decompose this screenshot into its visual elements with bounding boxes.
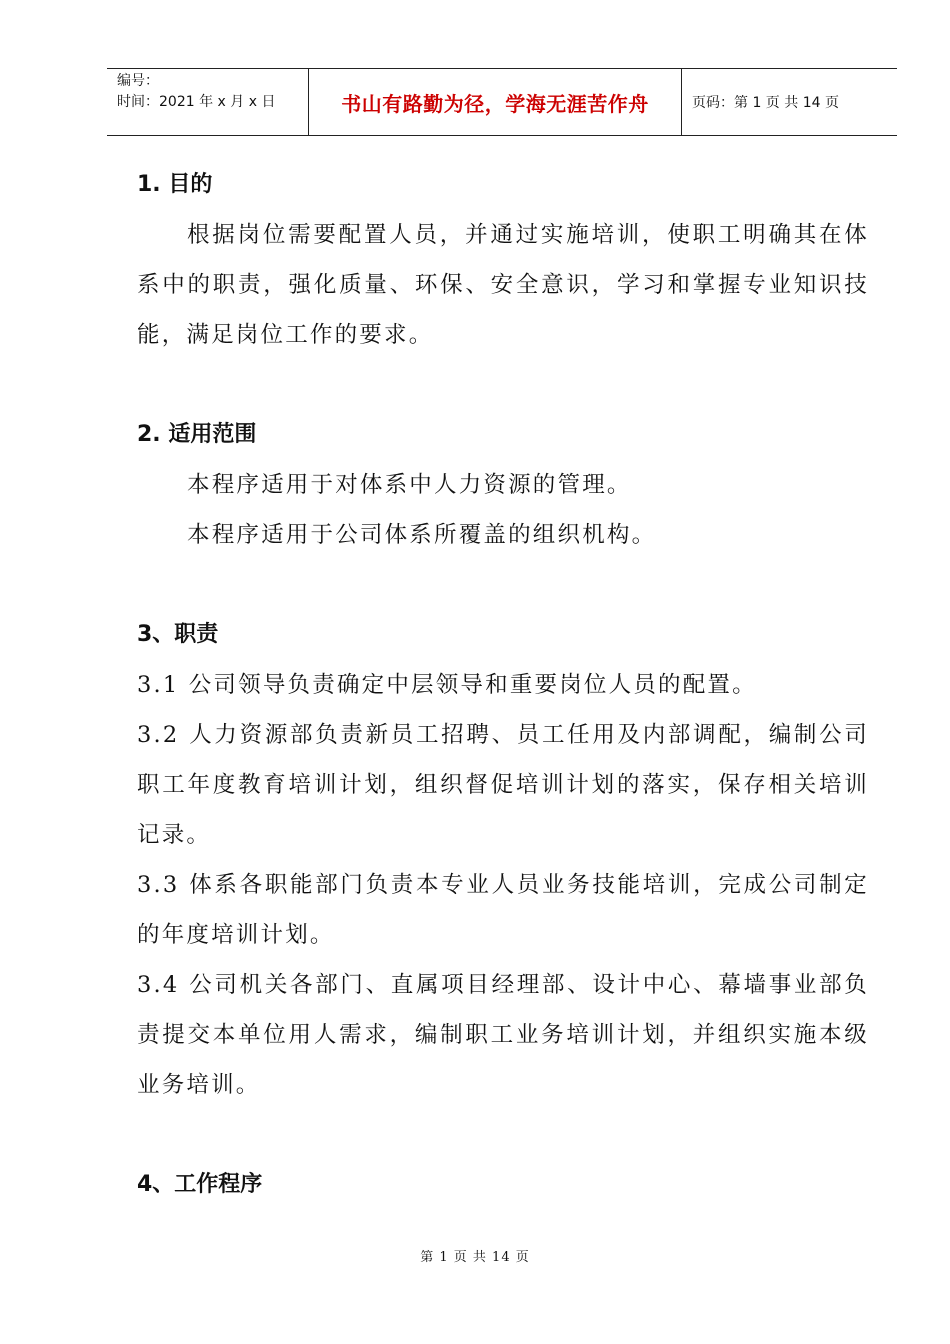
section-gap xyxy=(137,1110,869,1160)
section-3-item-1: 3.1 公司领导负责确定中层领导和重要岗位人员的配置。 xyxy=(137,672,757,698)
section-3-title: 3、职责 xyxy=(137,622,219,647)
document-date: 时间：2021 年 x 月 x 日 xyxy=(117,94,276,110)
header-page-info: 页码：第 1 页 共 14 页 xyxy=(692,95,839,111)
section-3-item-2: 3.2 人力资源部负责新员工招聘、员工任用及内部调配，编制公司职工年度教育培训计划，组织督促培训计划的落实，保存相关培训记录。 xyxy=(137,722,869,848)
section-1-paragraph: 根据岗位需要配置人员，并通过实施培训，使职工明确其在体系中的职责，强化质量、环保、安全意识，学习和掌握专业知识技能，满足岗位工作的要求。 xyxy=(137,222,869,348)
header-motto-cell xyxy=(309,69,682,135)
header-motto: 书山有路勤为径，学海无涯苦作舟 xyxy=(341,91,649,116)
page-footer: 第 1 页 共 14 页 xyxy=(420,1250,530,1265)
section-1-title: 1. 目的 xyxy=(137,172,213,197)
section-gap xyxy=(137,560,869,610)
section-2-paragraph-2: 本程序适用于公司体系所覆盖的组织机构。 xyxy=(187,522,657,548)
header-meta-cell xyxy=(107,69,309,135)
header-page-cell xyxy=(682,69,897,135)
document-header xyxy=(107,68,897,136)
section-2-title: 2. 适用范围 xyxy=(137,422,257,447)
section-4-title: 4、工作程序 xyxy=(137,1172,263,1197)
section-2-paragraph-1: 本程序适用于对体系中人力资源的管理。 xyxy=(187,472,632,498)
section-3-item-4: 3.4 公司机关各部门、直属项目经理部、设计中心、幕墙事业部负责提交本单位用人需求，编制职工业务培训计划，并组织实施本级业务培训。 xyxy=(137,972,869,1098)
document-number-label: 编号： xyxy=(117,73,159,89)
section-gap xyxy=(137,360,869,410)
document-body xyxy=(137,160,869,1210)
section-3-item-3: 3.3 体系各职能部门负责本专业人员业务技能培训，完成公司制定的年度培训计划。 xyxy=(137,872,869,948)
